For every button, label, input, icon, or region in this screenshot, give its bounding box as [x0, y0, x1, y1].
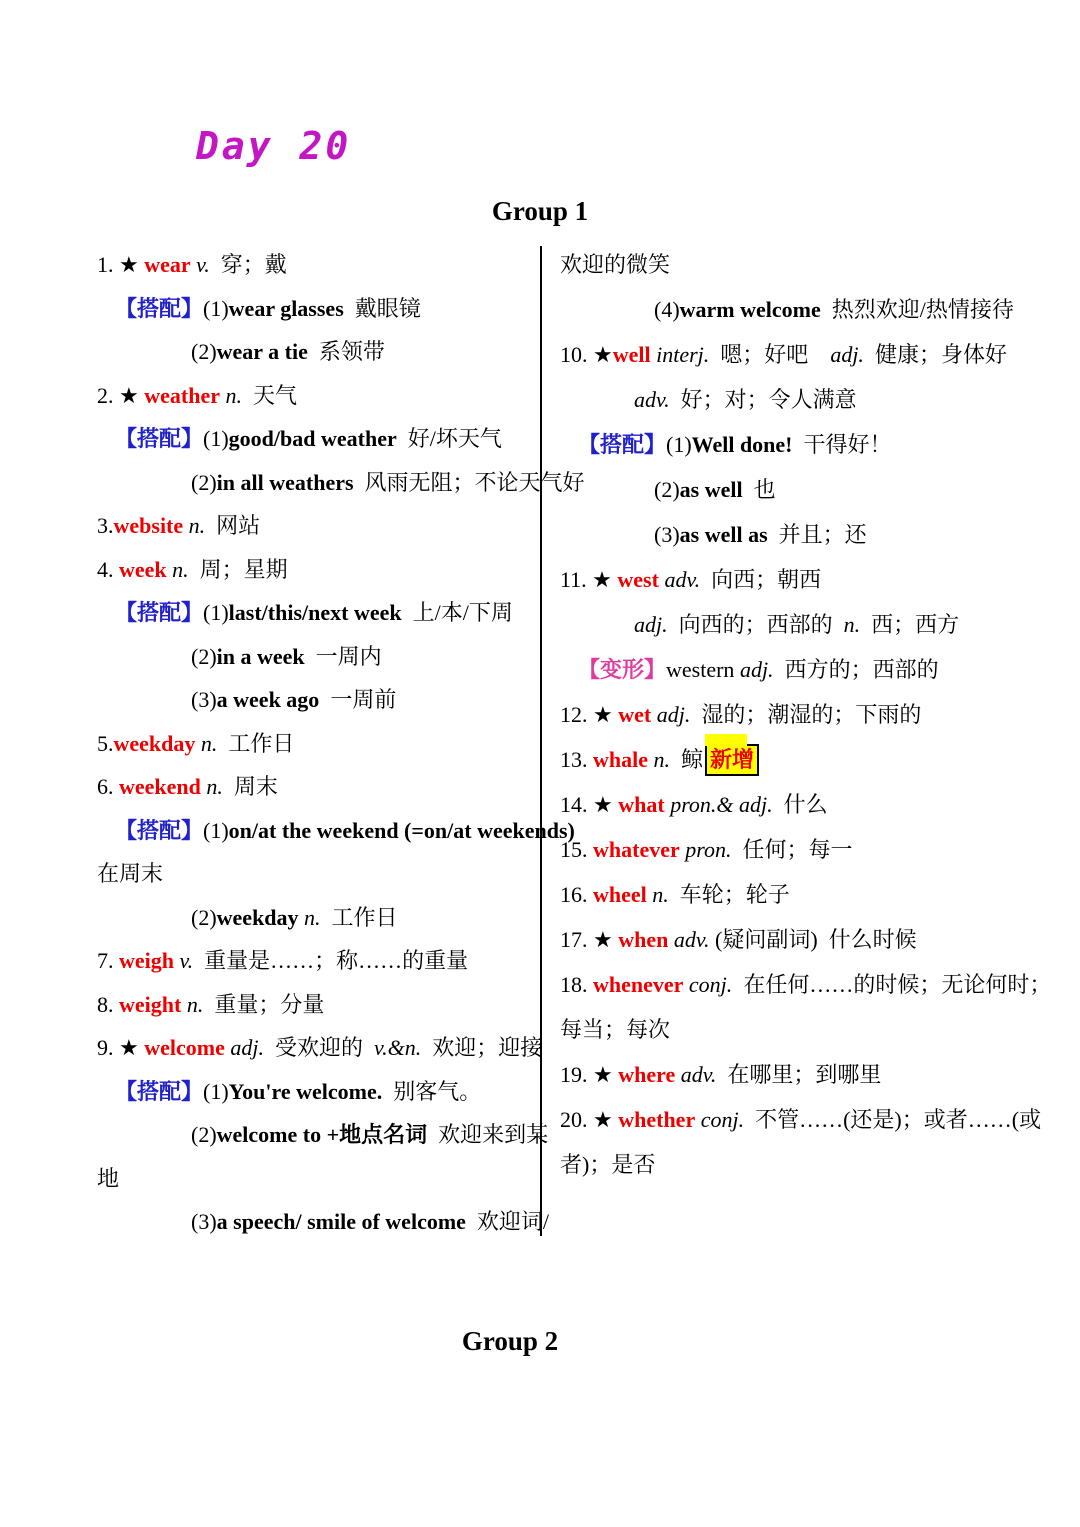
vocab-line: [560, 788, 1060, 833]
text-segment: (1): [203, 817, 229, 843]
vocab-word: what: [618, 792, 665, 817]
part-of-speech: n.: [206, 774, 223, 799]
text-segment: 湿的；潮湿的；下雨的: [690, 702, 922, 727]
text-segment: 热烈欢迎/热情接待: [820, 297, 1014, 322]
vocab-line: [97, 988, 533, 1032]
text-segment: (1): [203, 295, 229, 321]
vocab-line: [560, 698, 1060, 743]
part-of-speech: n.: [652, 882, 669, 907]
text-segment: (3): [191, 1209, 217, 1234]
text-segment: 西方的；西部的: [773, 657, 939, 682]
text-segment: 天气: [241, 382, 297, 408]
text-segment: 4.: [97, 556, 119, 582]
text-segment: 受欢迎的: [263, 1035, 374, 1060]
text-segment: 车轮；轮子: [668, 882, 790, 907]
text-segment: 嗯；好吧: [709, 342, 831, 367]
text-segment: 重量；分量: [203, 991, 325, 1017]
text-segment: 上/本/下周: [401, 600, 513, 625]
part-of-speech: n.: [653, 747, 670, 772]
vocab-line: [560, 248, 1060, 293]
vocab-word: whale: [593, 747, 648, 772]
text-segment: 16.: [560, 882, 593, 907]
vocab-line: [560, 653, 1060, 698]
text-segment: (4): [654, 297, 680, 322]
vocab-line: [97, 1205, 550, 1249]
phrase-bold: a week ago: [216, 687, 320, 712]
vocab-line: [560, 563, 1060, 608]
vocab-line: [560, 968, 1060, 1013]
text-segment: 7.: [97, 948, 119, 973]
day-title: Day 20: [196, 124, 352, 168]
vocab-line: [97, 1031, 543, 1075]
vocab-word: wheel: [593, 882, 647, 907]
collocation-label: 【搭配】: [578, 432, 667, 457]
vocab-line: [560, 293, 1060, 338]
text-segment: 欢迎的微笑: [560, 252, 671, 277]
text-segment: 重量是……；称……的重量: [193, 948, 469, 973]
group2-heading: Group 2: [461, 1326, 559, 1356]
vocab-line: [560, 923, 1060, 968]
phrase-bold: wear glasses: [228, 295, 344, 321]
phrase-bold: as well as: [679, 522, 768, 547]
text-segment: (1): [203, 1078, 229, 1104]
text-segment: 周末: [222, 774, 278, 799]
vocab-line: [97, 422, 533, 466]
part-of-speech: n.: [225, 382, 242, 408]
text-segment: 也: [742, 477, 776, 502]
phrase-bold: a speech/ smile of welcome: [216, 1209, 466, 1234]
phrase-bold: as well: [679, 477, 743, 502]
part-of-speech: adv.: [673, 927, 710, 952]
part-of-speech: n.: [843, 612, 861, 637]
text-segment: (3): [654, 522, 680, 547]
text-segment: 一周内: [304, 643, 382, 669]
text-segment: 鲸: [670, 747, 704, 772]
text-segment: (疑问副词) 什么时候: [709, 927, 917, 952]
text-segment: 不管……(还是)；或者……(或: [744, 1107, 1042, 1132]
text-segment: 工作日: [320, 904, 398, 930]
phrase-bold: You're welcome.: [228, 1078, 383, 1104]
part-of-speech: adj.: [739, 657, 774, 682]
text-segment: 戴眼镜: [343, 295, 421, 321]
vocab-line: [97, 814, 575, 858]
vocab-line: [97, 553, 533, 597]
vocab-line: [560, 1103, 1060, 1148]
text-segment: 欢迎来到某: [427, 1122, 549, 1147]
text-segment: 17. ★: [560, 927, 619, 952]
text-segment: 工作日: [217, 730, 295, 756]
text-segment: 3.: [97, 513, 114, 538]
vocab-line: [560, 878, 1060, 923]
part-of-speech: interj.: [656, 342, 710, 367]
part-of-speech: pron.& adj.: [670, 792, 773, 817]
vocab-line: [97, 509, 533, 553]
text-segment: 6.: [97, 774, 119, 799]
vocab-line: [97, 466, 585, 510]
collocation-label: 【搭配】: [115, 817, 204, 843]
vocab-line: [97, 770, 533, 814]
part-of-speech: adv.: [680, 1062, 717, 1087]
vocab-line: [97, 379, 533, 423]
vocab-word: week: [119, 556, 167, 582]
text-segment: (2): [191, 469, 217, 495]
vocab-word: wear: [144, 252, 191, 277]
vocab-line: [560, 428, 1060, 473]
text-segment: 8.: [97, 991, 119, 1017]
text-segment: 健康；身体好: [863, 342, 1007, 367]
part-of-speech: n.: [186, 991, 204, 1017]
text-segment: 干得好！: [792, 432, 892, 457]
vocab-line: [97, 944, 533, 988]
vocab-line: [560, 383, 1060, 428]
vocab-line: [97, 857, 533, 901]
column-divider: [540, 246, 542, 1236]
phrase-bold: welcome to +地点名词: [216, 1122, 428, 1147]
text-segment: 好/坏天气: [396, 426, 502, 451]
vocab-line: [560, 608, 1060, 653]
text-segment: western: [666, 657, 740, 682]
vocab-line: [560, 1148, 1060, 1193]
vocab-word: whether: [618, 1107, 696, 1132]
collocation-label: 【搭配】: [115, 295, 204, 321]
vocab-line: [97, 1075, 533, 1119]
text-segment: (2): [191, 643, 217, 669]
vocab-word: whenever: [593, 972, 684, 997]
vocab-line: [560, 518, 1060, 563]
part-of-speech: adj.: [634, 612, 668, 637]
vocab-line: [97, 335, 533, 379]
text-segment: 20. ★: [560, 1107, 619, 1132]
part-of-speech: n.: [200, 730, 218, 756]
text-segment: 在任何……的时候；无论何时；: [732, 972, 1052, 997]
vocab-line: [97, 596, 533, 640]
vocab-line: [97, 1118, 549, 1162]
text-segment: 每当；每次: [560, 1017, 671, 1042]
phrase-bold: last/this/next week: [228, 600, 402, 625]
text-segment: 向西的；西部的: [667, 612, 844, 637]
vocab-line: [560, 338, 1060, 383]
text-segment: 风雨无阻；不论天气好: [353, 469, 585, 495]
vocab-word: where: [618, 1062, 676, 1087]
text-segment: (2): [191, 904, 217, 930]
text-segment: 19. ★: [560, 1062, 619, 1087]
vocab-word: welcome: [144, 1035, 225, 1060]
vocab-word: well: [612, 342, 651, 367]
text-segment: 一周前: [319, 687, 397, 712]
text-segment: 西；西方: [860, 612, 960, 637]
vocab-line: [97, 640, 533, 684]
vocab-line: [560, 743, 1060, 788]
part-of-speech: v.&n.: [374, 1035, 422, 1060]
text-segment: (3): [191, 687, 217, 712]
phrase-bold: weekday: [216, 904, 299, 930]
text-segment: (2): [654, 477, 680, 502]
text-segment: 好；对；令人满意: [669, 387, 857, 412]
collocation-label: 【搭配】: [115, 1078, 204, 1104]
part-of-speech: adv.: [634, 387, 670, 412]
vocab-line: [97, 727, 533, 771]
text-segment: 穿；戴: [209, 252, 287, 277]
text-segment: 15.: [560, 837, 593, 862]
text-segment: 1. ★: [97, 252, 145, 277]
vocab-line: [560, 833, 1060, 878]
part-of-speech: v.: [179, 948, 194, 973]
vocab-line: [97, 901, 533, 945]
vocab-word: weigh: [119, 948, 174, 973]
text-segment: 系领带: [307, 339, 385, 364]
text-segment: 在周末: [97, 861, 164, 886]
variant-label: 【变形】: [578, 657, 667, 682]
text-segment: 并且；还: [767, 522, 867, 547]
text-segment: 13.: [560, 747, 593, 772]
part-of-speech: adv.: [664, 567, 701, 592]
text-segment: 网站: [205, 513, 261, 538]
part-of-speech: conj.: [700, 1107, 745, 1132]
phrase-bold: wear a tie: [216, 339, 308, 364]
part-of-speech: conj.: [688, 972, 733, 997]
text-segment: 欢迎；迎接: [421, 1035, 543, 1060]
new-word-badge: 新增: [705, 744, 759, 776]
phrase-bold: good/bad weather: [228, 426, 397, 451]
text-segment: 任何；每一: [731, 837, 853, 862]
text-segment: 9. ★: [97, 1035, 145, 1060]
text-segment: 别客气。: [382, 1078, 482, 1104]
vocab-word: wet: [618, 702, 652, 727]
vocab-word: west: [617, 567, 659, 592]
text-segment: 18.: [560, 972, 593, 997]
text-segment: 11. ★: [560, 567, 618, 592]
vocab-word: weekday: [113, 730, 196, 756]
text-segment: 地: [97, 1165, 120, 1191]
collocation-label: 【搭配】: [115, 426, 204, 451]
text-segment: 什么: [772, 792, 828, 817]
text-segment: (1): [203, 426, 229, 451]
vocab-line: [97, 248, 533, 292]
vocab-line: [97, 1162, 533, 1206]
text-segment: (1): [666, 432, 692, 457]
text-segment: 2. ★: [97, 382, 145, 408]
part-of-speech: n.: [304, 904, 321, 930]
vocab-line: [97, 292, 533, 336]
part-of-speech: adj.: [830, 342, 864, 367]
part-of-speech: pron.: [685, 837, 732, 862]
text-segment: 5.: [97, 730, 114, 756]
vocab-word: weather: [144, 382, 220, 408]
text-segment: (2): [191, 1122, 217, 1147]
part-of-speech: adj.: [230, 1035, 264, 1060]
phrase-bold: Well done!: [691, 432, 793, 457]
vocab-word: whatever: [593, 837, 680, 862]
text-segment: (2): [191, 339, 217, 364]
part-of-speech: v.: [196, 252, 210, 277]
text-segment: 在哪里；到哪里: [716, 1062, 882, 1087]
vocab-word: weight: [119, 991, 182, 1017]
text-segment: 10. ★: [560, 342, 613, 367]
group1-heading: Group 1: [491, 196, 589, 226]
part-of-speech: n.: [172, 556, 189, 582]
phrase-bold: warm welcome: [679, 297, 821, 322]
text-segment: 14. ★: [560, 792, 619, 817]
vocab-word: weekend: [119, 774, 201, 799]
collocation-label: 【搭配】: [115, 600, 204, 625]
vocab-line: [97, 683, 533, 727]
phrase-bold: on/at the weekend (=on/at weekends): [228, 817, 575, 843]
vocab-word: when: [618, 927, 669, 952]
text-segment: 者)；是否: [560, 1152, 656, 1177]
right-column: [560, 248, 1060, 1193]
vocab-line: [560, 1013, 1060, 1058]
vocab-line: [560, 1058, 1060, 1103]
part-of-speech: adj.: [656, 702, 691, 727]
text-segment: 12. ★: [560, 702, 619, 727]
phrase-bold: in all weathers: [216, 469, 354, 495]
part-of-speech: n.: [188, 513, 206, 538]
text-segment: 周；星期: [188, 556, 288, 582]
text-segment: 向西；朝西: [700, 567, 822, 592]
text-segment: 欢迎词/: [465, 1209, 550, 1234]
phrase-bold: in a week: [216, 643, 305, 669]
text-segment: (1): [203, 600, 229, 625]
vocab-word: website: [113, 513, 184, 538]
vocab-line: [560, 473, 1060, 518]
